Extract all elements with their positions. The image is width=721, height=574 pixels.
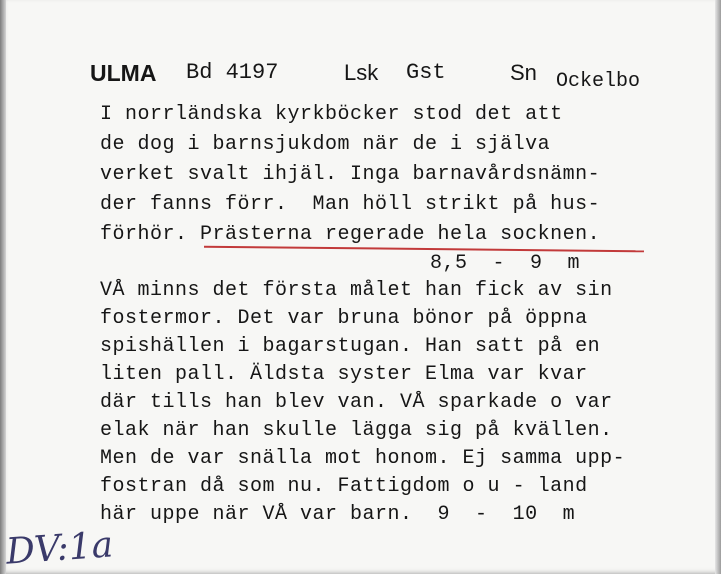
text-line-5: förhör. Prästerna regerade hela socknen. — [100, 223, 601, 246]
header-sn: Sn — [510, 60, 537, 85]
text-line-2: de dog i barnsjukdom när de i själva — [100, 133, 551, 156]
text-line-6: VÅ minns det första målet han fick av sin — [100, 279, 613, 302]
handwritten-signature: DV:1a — [4, 524, 115, 573]
text-line-12: Men de var snälla mot honom. Ej samma upp- — [100, 447, 626, 470]
text-line-7: fostermor. Det var bruna bönor på öppna — [100, 307, 588, 330]
text-line-10: där tills han blev van. VÅ sparkade o var — [100, 391, 613, 414]
text-line-11: elak när han skulle lägga sig på kvällen. — [100, 419, 613, 442]
header-volume: Bd 4197 — [186, 60, 279, 85]
card-edge-right — [715, 0, 721, 574]
header-name: ULMA — [90, 60, 157, 86]
text-line-14: här uppe när VÅ var barn. 9 - 10 m — [100, 503, 576, 526]
text-line-9: liten pall. Äldsta syster Elma var kvar — [100, 363, 588, 386]
text-line-13: fostran då som nu. Fattigdom o u - land — [100, 475, 588, 498]
header-gst: Gst — [406, 60, 446, 85]
time-range-1: 8,5 - 9 m — [430, 252, 581, 275]
text-line-1: I norrländska kyrkböcker stod det att — [100, 103, 563, 126]
header-lsk: Lsk — [344, 60, 379, 85]
text-line-3: verket svalt ihjäl. Inga barnavårdsnämn- — [100, 163, 601, 186]
text-line-4: der fanns förr. Man höll strikt på hus- — [100, 193, 601, 216]
header-parish: Ockelbo — [556, 70, 641, 93]
text-line-8: spishällen i bagarstugan. Han satt på en — [100, 335, 601, 358]
card-edge-left — [0, 0, 6, 574]
